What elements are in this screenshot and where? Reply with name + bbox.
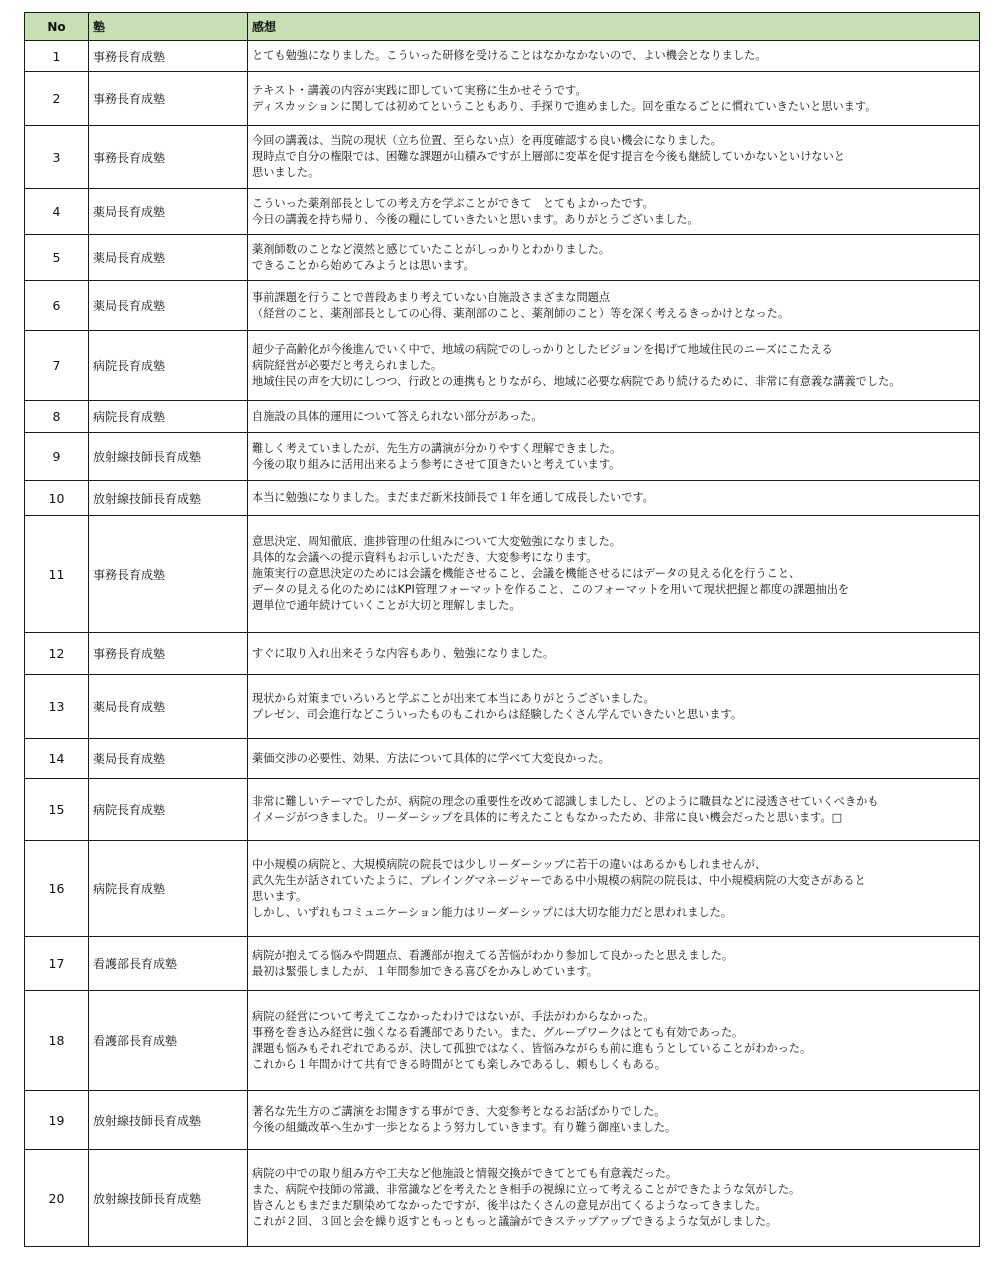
row-kanso <box>248 281 980 331</box>
table-row <box>25 433 980 481</box>
kanso-line: 武久先生が話されていたように、プレイングマネージャーである中小規模の病院の院長は、中小規模病院の大変さがあると <box>252 873 866 887</box>
row-number: 19 <box>25 1091 89 1150</box>
row-kanso <box>248 779 980 841</box>
kanso-line: 非常に難しいテーマでしたが、病院の理念の重要性を改めて認識しましたし、どのように職員などに浸透させていくべきかも <box>252 794 879 808</box>
kanso-line: 難しく考えていましたが、先生方の講演が分かりやすく理解できました。 <box>252 441 622 455</box>
kanso-line: こういった薬剤部長としての考え方を学ぶことができて とてもよかったです。 <box>252 196 654 210</box>
kanso-line: 思います。 <box>252 889 308 903</box>
row-kanso <box>248 481 980 516</box>
row-number: 2 <box>25 72 89 126</box>
header-kanso: 感想 <box>248 13 980 41</box>
header-juku: 塾 <box>89 13 248 41</box>
kanso-line: 中小規模の病院と、大規模病院の院長では少しリーダーシップに若干の違いはあるかもしれませんが、 <box>252 857 767 871</box>
row-juku: 放射線技師長育成塾 <box>89 1091 248 1150</box>
row-juku: 事務長育成塾 <box>89 41 248 72</box>
kanso-line: 思いました。 <box>252 166 320 179</box>
kanso-line: 病院経営が必要だと考えられました。 <box>252 358 443 372</box>
kanso-line: 今回の講義は、当院の現状（立ち位置、至らない点）を再度確認する良い機会になりました。 <box>252 134 722 147</box>
row-number: 6 <box>25 281 89 331</box>
table-row <box>25 281 980 331</box>
table-row <box>25 481 980 516</box>
row-juku: 事務長育成塾 <box>89 516 248 633</box>
kanso-line: これが２回、３回と会を繰り返すともっともっと議論ができステップアップできるような気がしました。 <box>252 1215 778 1228</box>
row-kanso <box>248 331 980 401</box>
table-row <box>25 633 980 675</box>
row-juku: 薬局長育成塾 <box>89 281 248 331</box>
row-juku: 病院長育成塾 <box>89 779 248 841</box>
kanso-line: ディスカッションに関しては初めてということもあり、手探りで進めました。回を重なるごとに慣れていきたいと思います。 <box>252 99 877 113</box>
row-juku: 放射線技師長育成塾 <box>89 481 248 516</box>
table-row <box>25 739 980 779</box>
row-number: 20 <box>25 1150 89 1247</box>
table-row <box>25 991 980 1091</box>
row-juku: 薬局長育成塾 <box>89 675 248 739</box>
kanso-line: すぐに取り入れ出来そうな内容もあり、勉強になりました。 <box>252 646 555 660</box>
row-juku: 放射線技師長育成塾 <box>89 1150 248 1247</box>
impressions-table <box>24 12 980 1247</box>
row-number: 4 <box>25 189 89 235</box>
row-juku: 薬局長育成塾 <box>89 189 248 235</box>
row-kanso <box>248 433 980 481</box>
table-row <box>25 937 980 991</box>
row-number: 17 <box>25 937 89 991</box>
row-number: 10 <box>25 481 89 516</box>
table-row <box>25 401 980 433</box>
kanso-line: 現時点で自分の権限では、困難な課題が山積みですが上層部に変革を促す提言を今後も継続していかないといけないと <box>252 150 845 163</box>
row-kanso <box>248 841 980 937</box>
kanso-line: 薬剤師数のことなど漠然と感じていたことがしっかりとわかりました。 <box>252 242 611 256</box>
row-number: 3 <box>25 126 89 189</box>
kanso-line: 今後の取り組みに活用出来るよう参考にさせて頂きたいと考えています。 <box>252 457 621 471</box>
row-juku: 病院長育成塾 <box>89 401 248 433</box>
kanso-line: 本当に勉強になりました。まだまだ新米技師長で１年を通して成長したいです。 <box>252 491 654 504</box>
row-number: 1 <box>25 41 89 72</box>
row-juku: 薬局長育成塾 <box>89 739 248 779</box>
row-number: 7 <box>25 331 89 401</box>
kanso-line: 事前課題を行うことで普段あまり考えていない自施設さまざまな問題点 <box>252 290 611 304</box>
row-kanso <box>248 739 980 779</box>
table-row <box>25 126 980 189</box>
table-row <box>25 841 980 937</box>
kanso-line: プレゼン、司会進行などこういったものもこれからは経験したくさん学んでいきたいと思います。 <box>252 707 743 721</box>
row-number: 5 <box>25 235 89 281</box>
row-juku: 放射線技師長育成塾 <box>89 433 248 481</box>
row-juku: 事務長育成塾 <box>89 633 248 675</box>
row-number: 13 <box>25 675 89 739</box>
header-row <box>25 13 980 41</box>
row-juku: 薬局長育成塾 <box>89 235 248 281</box>
kanso-line: 課題も悩みもそれぞれであるが、決して孤独ではなく、皆悩みながらも前に進もうとしていることがわかった。 <box>252 1041 812 1055</box>
row-kanso <box>248 516 980 633</box>
kanso-line: 具体的な会議への提示資料もお示しいただき、大変参考になります。 <box>252 551 598 564</box>
kanso-line: 今日の講義を持ち帰り、今後の糧にしていきたいと思います。ありがとうございました。 <box>252 212 699 226</box>
kanso-line: また、病院や技師の常識、非常識などを考えたとき相手の視線に立って考えることができたような気がした。 <box>252 1183 801 1196</box>
kanso-line: 自施設の具体的運用について答えられない部分があった。 <box>252 409 543 423</box>
table-row <box>25 72 980 126</box>
kanso-line: 現状から対策までいろいろと学ぶことが出来て本当にありがとうございました。 <box>252 691 655 705</box>
row-kanso <box>248 1091 980 1150</box>
kanso-line: 意思決定、周知徹底、進捗管理の仕組みについて大変勉強になりました。 <box>252 535 621 548</box>
row-juku: 看護部長育成塾 <box>89 937 248 991</box>
table-row <box>25 779 980 841</box>
row-juku: 病院長育成塾 <box>89 331 248 401</box>
kanso-line: 事務を巻き込み経営に強くなる看護部でありたい。また、グループワークはとても有効であった。 <box>252 1025 744 1039</box>
kanso-line: 病院の経営について考えてこなかったわけではないが、手法がわからなかった。 <box>252 1009 655 1023</box>
kanso-line: これから１年間かけて共有できる時間がとても楽しみであるし、頼もしくもある。 <box>252 1057 666 1071</box>
table-row <box>25 516 980 633</box>
kanso-line: 病院の中での取り組み方や工夫など他施設と情報交換ができてとても有意義だった。 <box>252 1167 678 1180</box>
kanso-line: 施策実行の意思決定のためには会議を機能させること、会議を機能させるにはデータの見える化を行うこと、 <box>252 567 801 580</box>
row-kanso <box>248 72 980 126</box>
row-juku: 事務長育成塾 <box>89 72 248 126</box>
row-kanso <box>248 1150 980 1247</box>
kanso-line: 薬価交渉の必要性、効果、方法について具体的に学べて大変良かった。 <box>252 751 610 765</box>
table-row <box>25 675 980 739</box>
table-row <box>25 189 980 235</box>
row-number: 15 <box>25 779 89 841</box>
kanso-line: 病院が抱えてる悩みや問題点、看護部が抱えてる苦悩がわかり参加して良かったと思えました。 <box>252 948 734 962</box>
kanso-line: 今後の組織改革へ生かす一歩となるよう努力していきます。有り難う御座いました。 <box>252 1121 677 1134</box>
row-number: 14 <box>25 739 89 779</box>
row-juku: 看護部長育成塾 <box>89 991 248 1091</box>
row-kanso <box>248 41 980 72</box>
row-number: 8 <box>25 401 89 433</box>
row-kanso <box>248 633 980 675</box>
row-kanso <box>248 675 980 739</box>
kanso-line: 皆さんともまだまだ馴染めてなかったですが、後半はたくさんの意見が出てくるようなってきました。 <box>252 1199 767 1212</box>
row-kanso <box>248 401 980 433</box>
kanso-line: 週単位で通年続けていくことが大切と理解しました。 <box>252 599 521 612</box>
kanso-line: 地域住民の声を大切にしつつ、行政との連携もとりながら、地域に必要な病院であり続けるために、非常に有意義な講義でした。 <box>252 374 901 388</box>
row-kanso <box>248 189 980 235</box>
table-row <box>25 331 980 401</box>
row-kanso <box>248 937 980 991</box>
row-number: 16 <box>25 841 89 937</box>
row-kanso <box>248 235 980 281</box>
row-number: 18 <box>25 991 89 1091</box>
row-kanso <box>248 126 980 189</box>
row-juku: 事務長育成塾 <box>89 126 248 189</box>
header-no: No <box>25 13 89 41</box>
row-kanso <box>248 991 980 1091</box>
row-juku: 病院長育成塾 <box>89 841 248 937</box>
kanso-line: イメージがつきました。リーダーシップを具体的に考えたこともなかったため、非常に良い機会だったと思います。□ <box>252 810 843 824</box>
kanso-line: 著名な先生方のご講演をお聞きする事ができ、大変参考となるお話ばかりでした。 <box>252 1105 666 1118</box>
kanso-line: 最初は緊張しましたが、１年間参加できる喜びをかみしめています。 <box>252 964 598 978</box>
row-number: 12 <box>25 633 89 675</box>
table-row <box>25 235 980 281</box>
row-number: 9 <box>25 433 89 481</box>
kanso-line: 超少子高齢化が今後進んでいく中で、地域の病院でのしっかりとしたビジョンを掲げて地域住民のニーズにこたえる <box>252 342 833 356</box>
kanso-line: （経営のこと、薬剤部長としての心得、薬剤部のこと、薬剤師のこと）等を深く考えるきっかけとなった。 <box>252 306 790 320</box>
kanso-line: とても勉強になりました。こういった研修を受けることはなかなかないので、よい機会となりました。 <box>252 49 767 62</box>
kanso-line: テキスト・講義の内容が実践に即していて実務に生かせそうです。 <box>252 83 587 97</box>
table-row <box>25 1150 980 1247</box>
row-number: 11 <box>25 516 89 633</box>
table-row <box>25 41 980 72</box>
kanso-line: できることから始めてみようとは思います。 <box>252 258 475 272</box>
kanso-line: しかし、いずれもコミュニケーション能力はリーダーシップには大切な能力だと思われました。 <box>252 905 732 919</box>
table-row <box>25 1091 980 1150</box>
kanso-line: データの見える化のためにはKPI管理フォーマットを作ること、このフォーマットを用いて現状把握と都度の課題抽出を <box>252 583 850 596</box>
